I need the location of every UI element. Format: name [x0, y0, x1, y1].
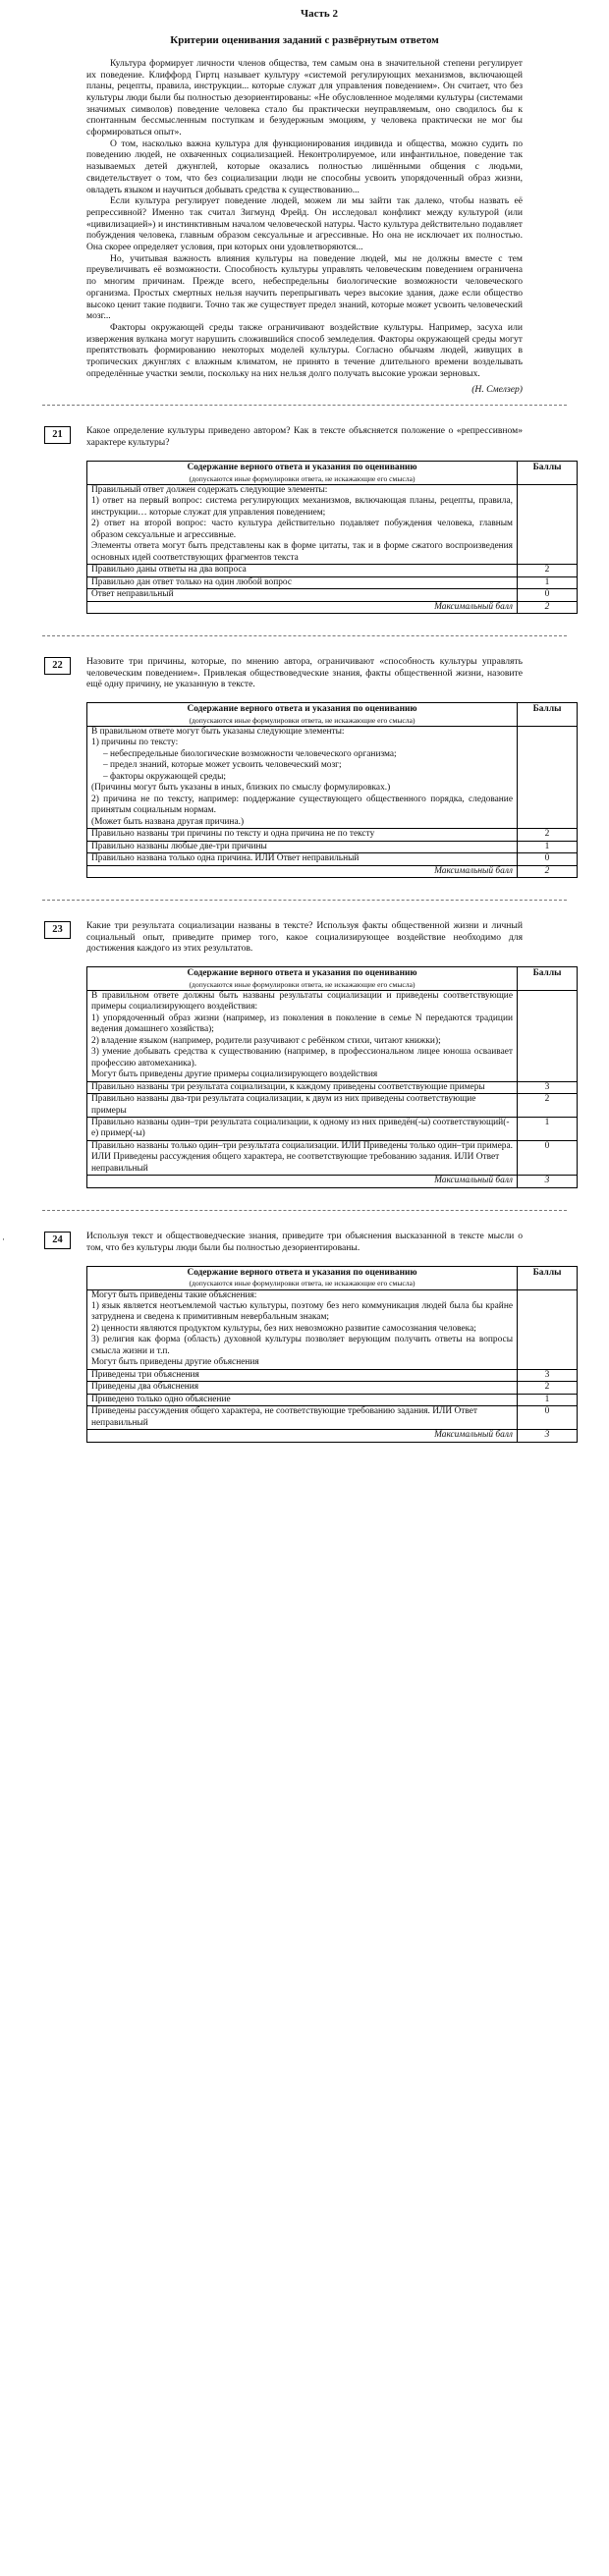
score-row — [87, 829, 578, 841]
table-header-row — [87, 967, 578, 991]
score-label: Приведены два объяснения — [87, 1382, 518, 1394]
task-number: 22 — [44, 657, 71, 675]
score-value: 3 — [518, 1081, 578, 1093]
criteria-table — [86, 1266, 578, 1443]
content-line: 1) язык является неотъемлемой частью культуры, поэтому без него коммуникация людей была бы крайне затруднена и сведена к примитивным невербальным знакам; — [91, 1300, 513, 1323]
max-score: 3 — [518, 1430, 578, 1442]
score-row — [87, 1140, 578, 1175]
answer-content — [87, 1289, 518, 1369]
max-row — [87, 601, 578, 613]
score-label: Ответ неправильный — [87, 589, 518, 601]
content-row — [87, 990, 578, 1081]
header-note: (допускаются иные формулировки ответа, не искажающие его смысла) — [189, 473, 415, 483]
score-label: Правильно даны ответы на два вопроса — [87, 565, 518, 576]
score-row — [87, 1382, 578, 1394]
score-row — [87, 1394, 578, 1405]
content-line: Могут быть приведены такие объяснения: — [91, 1289, 257, 1300]
criteria-table — [86, 702, 578, 878]
criteria-table — [86, 966, 578, 1188]
task-22 — [0, 656, 609, 878]
task-header — [0, 656, 609, 690]
content-line: В правильном ответе могут быть указаны следующие элементы: — [91, 726, 345, 737]
score-label: Правильно названы любые две-три причины — [87, 841, 518, 852]
score-row — [87, 1369, 578, 1381]
score-value: 1 — [518, 1394, 578, 1405]
content-line: 3) умение добывать средства к существованию (например, в профессиональном лицее юноша осваивает профессию автомеханика). — [91, 1047, 513, 1069]
content-line: (Может быть названа другая причина.) — [91, 816, 245, 827]
content-line: 2) ответ на второй вопрос: часто культура действительно подавляет побуждения человека, главным образом сексуальные и агрессивные. — [91, 519, 513, 540]
score-header: Баллы — [518, 462, 578, 485]
score-label: Правильно названа только одна причина. ИЛИ Ответ неправильный — [87, 853, 518, 865]
score-label: Приведены три объяснения — [87, 1369, 518, 1381]
side-mark: · — [2, 1233, 5, 1244]
score-label: Правильно названы три результата социализации, к каждому приведены соответствующие примеры — [87, 1081, 518, 1093]
score-header: Баллы — [518, 703, 578, 727]
content-row — [87, 1289, 578, 1369]
task-24 — [0, 1231, 609, 1443]
task-question: Используя текст и обществоведческие знания, приведите три объяснения высказанной в тексте мысли о том, что без культуры люди были бы полностью дезориентированы. — [86, 1230, 523, 1253]
task-number: 23 — [44, 921, 71, 939]
score-value: 1 — [518, 841, 578, 852]
criteria-table — [86, 461, 578, 614]
answer-content — [87, 726, 518, 828]
content-line: 1) упорядоченный образ жизни (например, из поколения в поколение в семье N передаются традиции ведения домашнего хозяйства); — [91, 1013, 513, 1035]
score-row — [87, 1117, 578, 1140]
max-label: Максимальный балл — [87, 1176, 518, 1187]
source-text — [86, 58, 523, 395]
content-line: – небеспредельные биологические возможности человеческого организма; — [103, 748, 397, 759]
max-score: 2 — [518, 601, 578, 613]
content-line: 2) владение языком (например, родители разучивают с ребёнком стихи, читают книжки); — [91, 1035, 441, 1046]
score-label: Правильно названы только один–три результата социализации. ИЛИ Приведены только один–три примера. ИЛИ Приведены рассуждения общего характера, не соответствующие требованию задания. ИЛИ Ответ неправильный — [87, 1140, 518, 1175]
score-label: Правильно дан ответ только на один любой вопрос — [87, 576, 518, 588]
answer-content — [87, 484, 518, 564]
score-value: 2 — [518, 565, 578, 576]
task-header — [0, 1231, 609, 1254]
score-value: 2 — [518, 1382, 578, 1394]
page-header — [0, 0, 609, 48]
table-header-row — [87, 1266, 578, 1289]
max-row — [87, 1176, 578, 1187]
score-row — [87, 853, 578, 865]
content-line: Элементы ответа могут быть представлены как в форме цитаты, так и в форме сжатого воспроизведения основных идей соответствующих фрагментов текста — [91, 541, 513, 563]
max-label: Максимальный балл — [87, 865, 518, 877]
score-value: 0 — [518, 589, 578, 601]
text-paragraph: О том, насколько важна культура для функционирования индивида и общества, можно судить по поведению людей, не охваченных социализацией. Неконтролируемое, или инфантильное, поведение так называемых детей джунглей, которые оказались полностью лишёнными общения с людьми, свидетельствует о том, что без социализации люди не способны усвоить упорядоченный образ жизни, овладеть языком и научиться добывать средства к существованию... — [86, 137, 523, 195]
task-number: 24 — [44, 1232, 71, 1249]
score-value: 0 — [518, 1406, 578, 1430]
task-header — [0, 920, 609, 955]
task-question: Назовите три причины, которые, по мнению автора, ограничивают «способность культуры управлять человеческим поведением». Привлекая обществоведческие знания, факты общественной жизни, назовите ещё одну причину, не указанную в тексте. — [86, 656, 523, 690]
task-21 — [0, 425, 609, 614]
max-score: 2 — [518, 865, 578, 877]
score-value: 1 — [518, 1117, 578, 1140]
divider — [42, 900, 567, 901]
content-line: Могут быть приведены другие примеры социализирующего воздействия — [91, 1069, 378, 1080]
content-line: 1) причины по тексту: — [91, 738, 179, 748]
score-header: Баллы — [518, 967, 578, 991]
score-row — [87, 576, 578, 588]
content-line: – факторы окружающей среды; — [103, 771, 227, 782]
header-note: (допускаются иные формулировки ответа, не искажающие его смысла) — [189, 1279, 415, 1288]
max-score: 3 — [518, 1176, 578, 1187]
task-number: 21 — [44, 426, 71, 444]
score-row — [87, 841, 578, 852]
header-note: (допускаются иные формулировки ответа, не искажающие его смысла) — [189, 979, 415, 989]
content-line: 1) ответ на первый вопрос: система регулирующих механизмов, включающая планы, рецепты, правила, инструкции… которые служат для управления поведением; — [91, 496, 513, 518]
content-line: В правильном ответе должны быть названы результаты социализации и приведены соответствующие примеры социализирующего воздействия: — [91, 990, 513, 1013]
content-header: Содержание верного ответа и указания по оцениванию (допускаются иные формулировки ответа, не искажающие его смысла) — [87, 1266, 518, 1289]
divider — [42, 1210, 567, 1211]
score-row — [87, 1406, 578, 1430]
task-question: Какие три результата социализации названы в тексте? Используя факты общественной жизни и личный социальный опыт, приведите пример того, какое социализирующее воздействие необходимо для достижения каждого из этих результатов. — [86, 920, 523, 955]
text-author: (Н. Смелзер) — [471, 383, 523, 395]
content-header: Содержание верного ответа и указания по оцениванию (допускаются иные формулировки ответа, не искажающие его смысла) — [87, 967, 518, 991]
score-label: Приведено только одно объяснение — [87, 1394, 518, 1405]
score-value: 0 — [518, 853, 578, 865]
score-value: 0 — [518, 1140, 578, 1175]
max-row — [87, 865, 578, 877]
content-line: – предел знаний, которые может усвоить человеческий мозг; — [103, 760, 342, 771]
header-note: (допускаются иные формулировки ответа, не искажающие его смысла) — [189, 715, 415, 725]
text-paragraph: Но, учитывая важность влияния культуры на поведение людей, мы не должны вместе с тем преувеличивать её возможности. Способность культуры управлять человеческим поведением ограничена по многим причинам. Прежде всего, небеспредельны биологические возможности человеческого организма. Простых смертных нельзя научить перепрыгивать через высокие здания, даже если общество высоко ценит такие подвиги. Точно так же существует предел знаний, которые может усвоить человеческий мозг... — [86, 252, 523, 322]
table-header-row — [87, 462, 578, 485]
content-line: (Причины могут быть указаны в иных, близких по смыслу формулировках.) — [91, 783, 391, 794]
score-row — [87, 589, 578, 601]
content-line: 3) религия как форма (область) духовной культуры позволяет верующим получить ответы на вопросы смысла жизни и т.п. — [91, 1335, 513, 1356]
score-header: Баллы — [518, 1266, 578, 1289]
content-line: Правильный ответ должен содержать следующие элементы: — [91, 484, 328, 495]
score-label: Правильно названы два-три результата социализации, к двум из них приведены соответствующие примеры — [87, 1094, 518, 1118]
score-value: 2 — [518, 1094, 578, 1118]
score-row — [87, 1081, 578, 1093]
max-label: Максимальный балл — [87, 1430, 518, 1442]
text-paragraph: Если культура регулирует поведение людей, можем ли мы зайти так далеко, чтобы назвать её репрессивной? Именно так считал Зигмунд Фрейд. Он исследовал конфликт между культурой (или «цивилизацией») и инстинктивным началом человеческой натуры. Часто культура действительно подавляет побуждения человека, главным образом сексуальные и агрессивные. Но она не исключает их полностью. Она скорее определяет условия, при которых они удовлетворяются... — [86, 195, 523, 253]
task-23 — [0, 920, 609, 1188]
text-paragraph: Культура формирует личности членов общества, тем самым она в значительной степени регулирует их поведение. Клиффорд Гиртц называет культуру «системой регулирующих механизмов, включающей планы, рецепты, правила, инструкции... которые служат для управления поведением». Он считает, что без культуры люди были бы полностью дезориентированы: «Не обусловленное моделями культуры (системами значимых символов) поведение человека стало бы практически неуправляемым, оно сводилось бы к спонтанным бессмысленным поступкам и безудержным эмоциям, у человека практически не мог бы сформироваться опыт». — [86, 57, 523, 138]
content-row — [87, 726, 578, 828]
content-header: Содержание верного ответа и указания по оцениванию (допускаются иные формулировки ответа, не искажающие его смысла) — [87, 462, 518, 485]
content-line: 2) причина не по тексту, например: поддержание существующего общественного порядка, следование принятым социальным нормам. — [91, 794, 513, 816]
content-header: Содержание верного ответа и указания по оцениванию (допускаются иные формулировки ответа, не искажающие его смысла) — [87, 703, 518, 727]
part-label: Часть 2 — [301, 8, 338, 20]
text-paragraph: Факторы окружающей среды также ограничивают воздействие культуры. Например, засуха или извержения вулкана могут нарушить сложившийся способ земледелия. Факторы окружающей среды могут препятствовать формированию некоторых моделей культуры. Согласно обычаям людей, живущих в тропических джунглях с влажным климатом, не принято в течение длительного времени возделывать определённые участки земли, поскольку на них нельзя долго получать высокие урожаи зерновых. — [86, 321, 523, 379]
document-title: Критерии оценивания заданий с развёрнутым ответом — [170, 34, 439, 47]
max-label: Максимальный балл — [87, 601, 518, 613]
max-row — [87, 1430, 578, 1442]
score-value: 2 — [518, 829, 578, 841]
content-row — [87, 484, 578, 564]
content-line: 2) ценности являются продуктом культуры, без них невозможно развитие самосознания человека; — [91, 1323, 476, 1334]
score-row — [87, 1094, 578, 1118]
divider — [42, 405, 567, 406]
task-header — [0, 425, 609, 449]
table-header-row — [87, 703, 578, 727]
score-label: Правильно названы три причины по тексту и одна причина не по тексту — [87, 829, 518, 841]
score-label: Приведены рассуждения общего характера, не соответствующие требованию задания. ИЛИ Ответ неправильный — [87, 1406, 518, 1430]
score-value: 3 — [518, 1369, 578, 1381]
score-value: 1 — [518, 576, 578, 588]
answer-content — [87, 990, 518, 1081]
divider — [42, 635, 567, 636]
task-question: Какое определение культуры приведено автором? Как в тексте объясняется положение о «репрессивном» характере культуры? — [86, 425, 523, 448]
content-line: Могут быть приведены другие объяснения — [91, 1357, 259, 1368]
score-row — [87, 565, 578, 576]
score-label: Правильно названы один–три результата социализации, к одному из них приведён(-ы) соответствующий(-е) пример(-ы) — [87, 1117, 518, 1140]
